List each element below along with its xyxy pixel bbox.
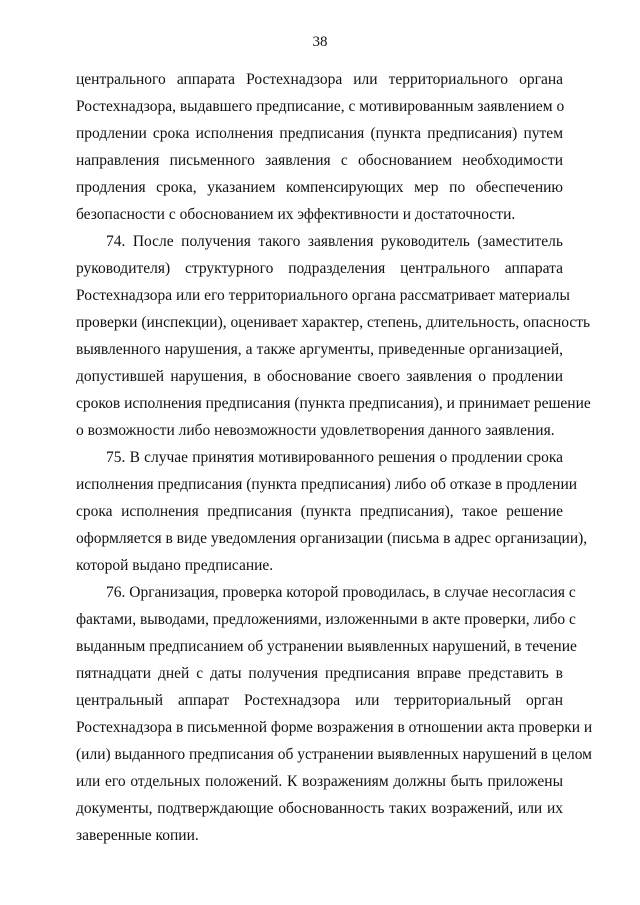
- text-line: допустившей нарушения, в обоснование своего заявления о продлении: [76, 368, 563, 385]
- paragraph-75-start: 75. В случае принятия мотивированного решения о продлении срока: [106, 449, 563, 466]
- text-line: которой выдано предписание.: [76, 557, 274, 574]
- text-line: документы, подтверждающие обоснованность таких возражений, или их: [76, 800, 563, 817]
- text-line: центрального аппарата Ростехнадзора или территориального органа: [76, 71, 563, 88]
- text-line: сроков исполнения предписания (пункта предписания), и принимает решение: [76, 395, 591, 412]
- text-line: фактами, выводами, предложениями, изложенными в акте проверки, либо с: [76, 611, 576, 628]
- text-line: (или) выданного предписания об устранении выявленных нарушений в целом: [76, 746, 592, 763]
- text-line: центральный аппарат Ростехнадзора или территориальный орган: [76, 692, 563, 709]
- text-line: продлении срока исполнения предписания (пункта предписания) путем: [76, 125, 563, 142]
- page-number: 38: [312, 34, 328, 50]
- text-line: руководителя) структурного подразделения центрального аппарата: [76, 260, 563, 277]
- text-line: продления срока, указанием компенсирующих мер по обеспечению: [76, 179, 563, 196]
- text-line: срока исполнения предписания (пункта предписания), такое решение: [76, 503, 563, 520]
- text-line: выявленного нарушения, а также аргументы, приведенные организацией,: [76, 341, 563, 358]
- text-line: или его отдельных положений. К возражениям должны быть приложены: [76, 773, 563, 790]
- text-line: Ростехнадзора, выдавшего предписание, с мотивированным заявлением о: [76, 98, 565, 115]
- text-line: проверки (инспекции), оценивает характер, степень, длительность, опасность: [76, 314, 591, 331]
- text-line: оформляется в виде уведомления организации (письма в адрес организации),: [76, 530, 588, 547]
- text-line: о возможности либо невозможности удовлетворения данного заявления.: [76, 422, 555, 439]
- text-line: заверенные копии.: [76, 827, 199, 844]
- text-line: направления письменного заявления с обоснованием необходимости: [76, 152, 563, 169]
- text-line: безопасности с обоснованием их эффективности и достаточности.: [76, 206, 516, 223]
- paragraph-76-start: 76. Организация, проверка которой проводилась, в случае несогласия с: [106, 584, 576, 601]
- text-line: выданным предписанием об устранении выявленных нарушений, в течение: [76, 638, 577, 655]
- text-line: Ростехнадзора в письменной форме возражения в отношении акта проверки и: [76, 719, 593, 736]
- paragraph-74-start: 74. После получения такого заявления руководитель (заместитель: [106, 233, 563, 250]
- text-line: пятнадцати дней с даты получения предписания вправе представить в: [76, 665, 563, 682]
- text-line: Ростехнадзора или его территориального органа рассматривает материалы: [76, 287, 570, 304]
- text-line: исполнения предписания (пункта предписания) либо об отказе в продлении: [76, 476, 578, 493]
